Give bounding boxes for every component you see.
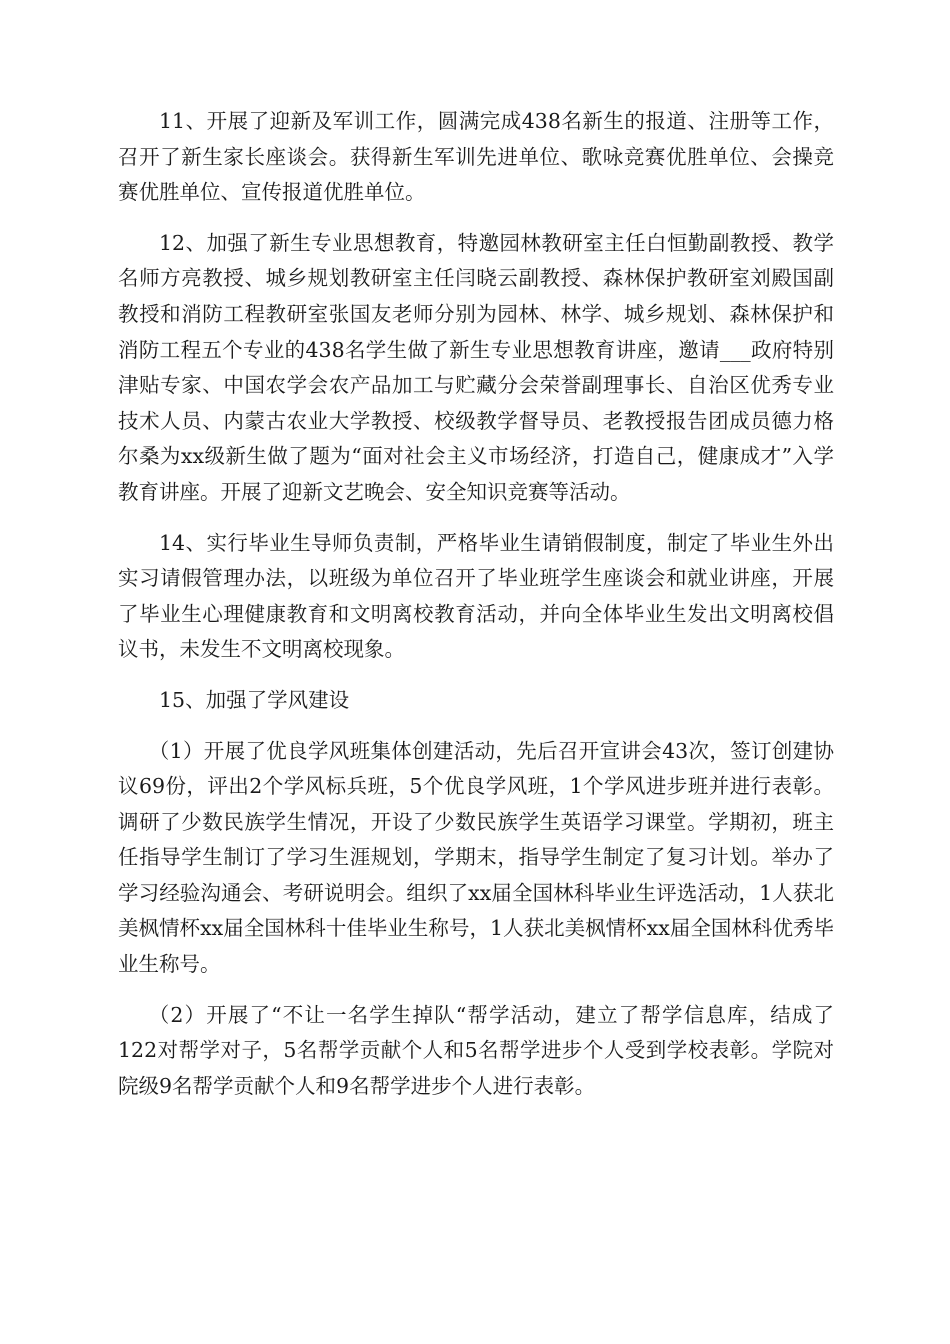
paragraph-item-11: 11、开展了迎新及军训工作，圆满完成438名新生的报道、注册等工作，召开了新生家长座谈会。获得新生军训先进单位、歌咏竞赛优胜单位、会操竞赛优胜单位、宣传报道优胜单位。 bbox=[118, 109, 834, 205]
paragraph-subitem-1: （1）开展了优良学风班集体创建活动，先后召开宣讲会43次，签订创建协议69份，评出2个学风标兵班，5个优良学风班，1个学风进步班并进行表彰。调研了少数民族学生情况，开设了少数民族学生英语学习课堂。学期初，班主任指导学生制订了学习生涯规划，学期末，指导学生制定了复习计划。举办了学习经验沟通会、考研说明会。组织了xx届全国林科毕业生评选活动，1人获北美枫情杯xx届全国林科十佳毕业生称号，1人获北美枫情杯xx届全国林科优秀毕业生称号。 bbox=[118, 738, 834, 977]
paragraph-item-15-heading: 15、加强了学风建设 bbox=[159, 687, 350, 712]
document-body bbox=[118, 104, 834, 1119]
paragraph-item-12: 12、加强了新生专业思想教育，特邀园林教研室主任白恒勤副教授、教学名师方亮教授、城乡规划教研室主任闫晓云副教授、森林保护教研室刘殿国副教授和消防工程教研室张国友老师分别为园林、林学、城乡规划、森林保护和消防工程五个专业的438名学生做了新生专业思想教育讲座，邀请___政府特别津贴专家、中国农学会农产品加工与贮藏分会荣誉副理事长、自治区优秀专业技术人员、内蒙古农业大学教授、校级教学督导员、老教授报告团成员德力格尔桑为xx级新生做了题为“面对社会主义市场经济，打造自己，健康成才”入学教育讲座。开展了迎新文艺晚会、安全知识竞赛等活动。 bbox=[118, 230, 834, 504]
paragraph-subitem-2: （2）开展了“不让一名学生掉队“帮学活动，建立了帮学信息库，结成了122对帮学对子，5名帮学贡献个人和5名帮学进步个人受到学校表彰。学院对院级9名帮学贡献个人和9名帮学进步个人进行表彰。 bbox=[118, 1002, 834, 1098]
paragraph-item-14: 14、实行毕业生导师负责制，严格毕业生请销假制度，制定了毕业生外出实习请假管理办法，以班级为单位召开了毕业班学生座谈会和就业讲座，开展了毕业生心理健康教育和文明离校教育活动，并向全体毕业生发出文明离校倡议书，未发生不文明离校现象。 bbox=[118, 530, 834, 662]
